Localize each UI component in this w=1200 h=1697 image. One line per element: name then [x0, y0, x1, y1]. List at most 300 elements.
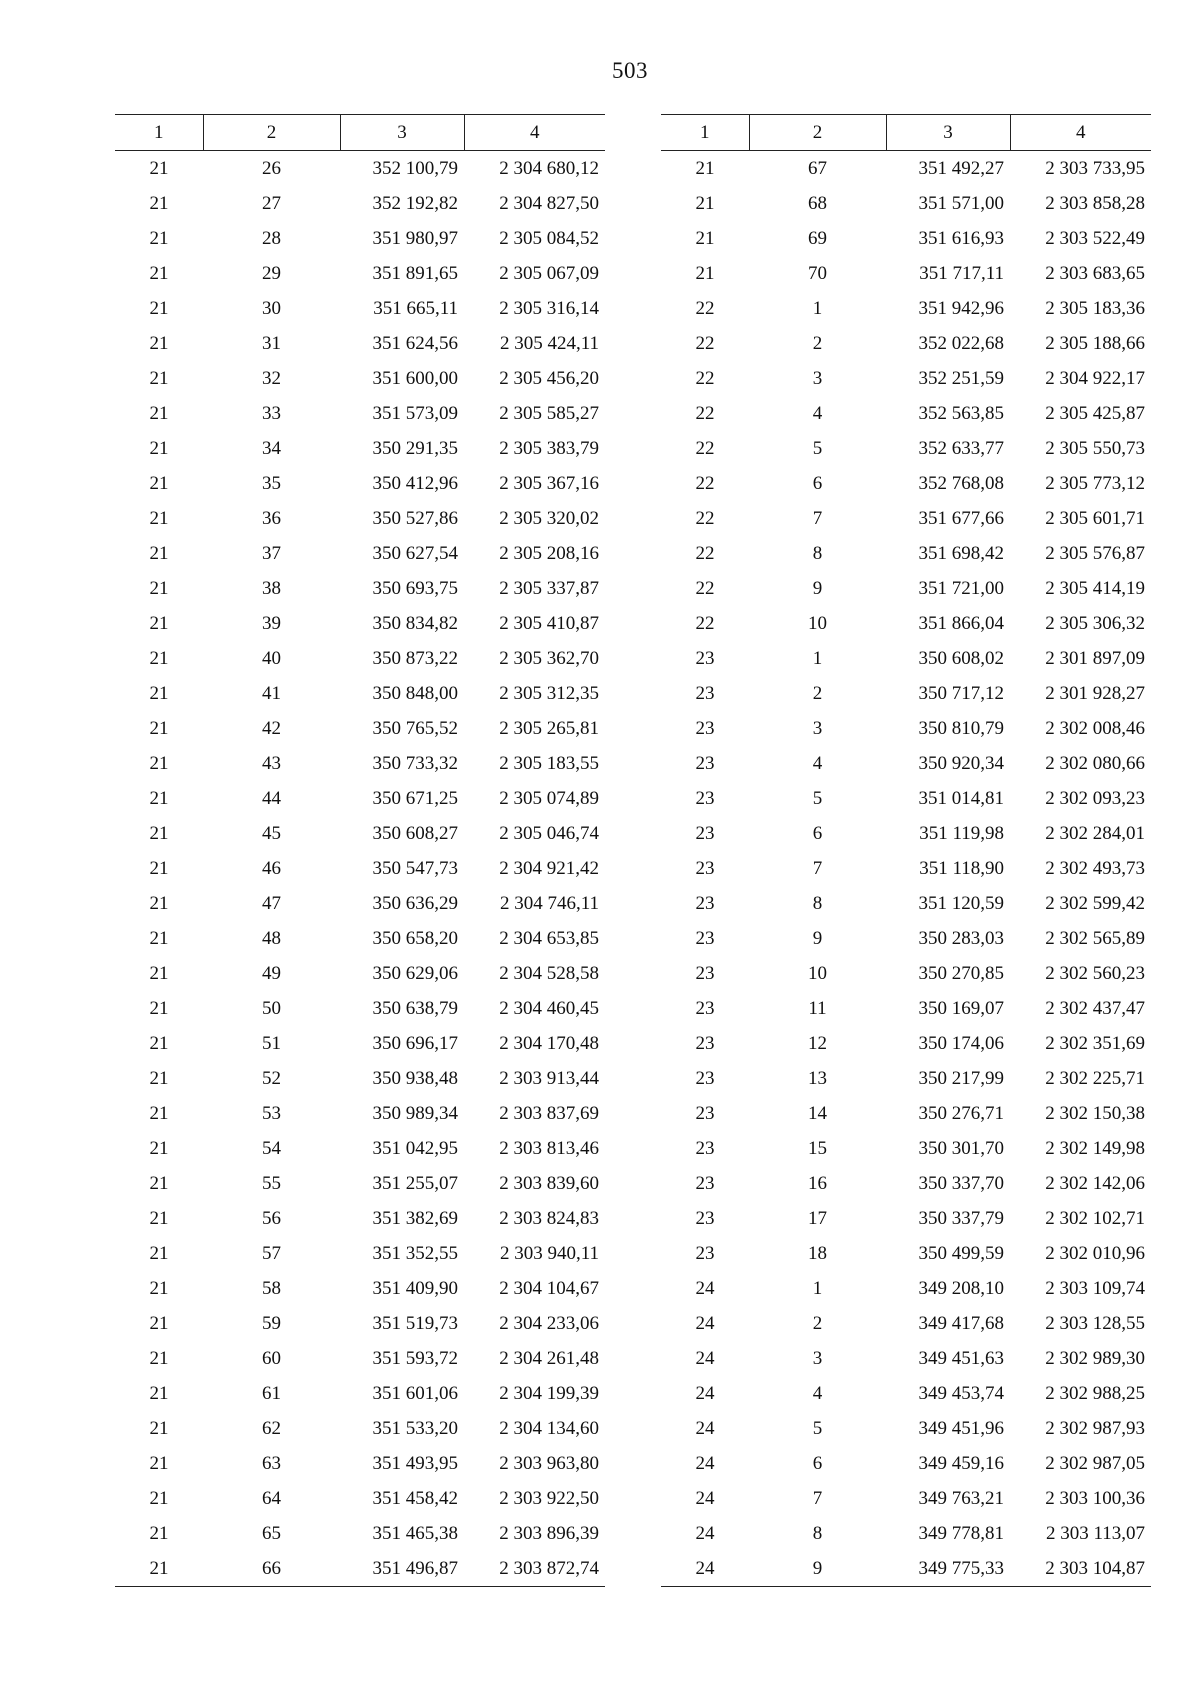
table-row: [661, 1446, 1151, 1481]
table-row: [661, 746, 1151, 781]
cell-col-2: 5: [812, 437, 823, 459]
cell-col-1: 21: [149, 1487, 169, 1509]
table-row: [115, 1446, 605, 1481]
cell-col-2: 37: [262, 542, 281, 564]
table-row: [661, 256, 1151, 291]
table-row: [115, 186, 605, 221]
table-row: [115, 816, 605, 851]
cell-col-4: 2 304 653,85: [499, 927, 599, 949]
cell-col-1: 21: [695, 157, 715, 179]
cell-col-4: 2 304 134,60: [499, 1417, 599, 1439]
cell-col-3: 351 458,42: [372, 1487, 458, 1509]
cell-col-1: 22: [695, 472, 715, 494]
cell-col-2: 56: [262, 1207, 281, 1229]
table-row: [661, 501, 1151, 536]
cell-col-2: 5: [812, 1417, 823, 1439]
cell-col-2: 45: [262, 822, 281, 844]
cell-col-1: 24: [695, 1277, 715, 1299]
cell-col-4: 2 303 113,07: [1045, 1522, 1145, 1544]
cell-col-4: 2 302 565,89: [1045, 927, 1145, 949]
cell-col-4: 2 304 922,17: [1045, 367, 1145, 389]
cell-col-2: 30: [262, 297, 281, 319]
cell-col-1: 21: [149, 1522, 169, 1544]
cell-col-2: 2: [812, 682, 823, 704]
table-row: [115, 851, 605, 886]
cell-col-4: 2 305 414,19: [1045, 577, 1145, 599]
cell-col-2: 53: [262, 1102, 281, 1124]
column-header-1: 1: [661, 115, 749, 151]
cell-col-3: 350 527,86: [372, 507, 458, 529]
cell-col-2: 12: [808, 1032, 827, 1054]
cell-col-4: 2 302 284,01: [1045, 822, 1145, 844]
cell-col-4: 2 304 199,39: [499, 1382, 599, 1404]
cell-col-4: 2 303 922,50: [499, 1487, 599, 1509]
cell-col-1: 21: [149, 1032, 169, 1054]
cell-col-3: 351 698,42: [918, 542, 1004, 564]
cell-col-3: 350 174,06: [918, 1032, 1004, 1054]
cell-col-3: 350 717,12: [918, 682, 1004, 704]
cell-col-4: 2 305 456,20: [499, 367, 599, 389]
cell-col-3: 351 891,65: [372, 262, 458, 284]
cell-col-2: 2: [812, 1312, 823, 1334]
cell-col-1: 21: [149, 332, 169, 354]
cell-col-2: 64: [262, 1487, 281, 1509]
table-row: [115, 361, 605, 396]
cell-col-1: 21: [149, 227, 169, 249]
cell-col-4: 2 302 437,47: [1045, 997, 1145, 1019]
cell-col-2: 32: [262, 367, 281, 389]
cell-col-3: 350 337,70: [918, 1172, 1004, 1194]
table-row: [115, 1516, 605, 1551]
cell-col-1: 23: [695, 1137, 715, 1159]
cell-col-1: 21: [149, 1067, 169, 1089]
cell-col-2: 8: [812, 892, 823, 914]
coordinates-table-left: [115, 114, 605, 1587]
cell-col-4: 2 305 773,12: [1045, 472, 1145, 494]
cell-col-3: 350 499,59: [918, 1242, 1004, 1264]
cell-col-4: 2 302 987,93: [1045, 1417, 1145, 1439]
cell-col-3: 351 571,00: [918, 192, 1004, 214]
cell-col-1: 22: [695, 297, 715, 319]
cell-col-2: 36: [262, 507, 281, 529]
cell-col-1: 21: [149, 1417, 169, 1439]
cell-col-4: 2 303 896,39: [499, 1522, 599, 1544]
cell-col-3: 350 608,27: [372, 822, 458, 844]
cell-col-2: 43: [262, 752, 281, 774]
cell-col-1: 24: [695, 1347, 715, 1369]
cell-col-4: 2 303 683,65: [1045, 262, 1145, 284]
table-row: [115, 396, 605, 431]
cell-col-4: 2 305 183,36: [1045, 297, 1145, 319]
cell-col-3: 350 693,75: [372, 577, 458, 599]
table-row: [661, 1271, 1151, 1306]
cell-col-2: 63: [262, 1452, 281, 1474]
table-body: [115, 151, 605, 1587]
cell-col-2: 1: [812, 1277, 823, 1299]
table-row: [661, 151, 1151, 187]
cell-col-1: 23: [695, 717, 715, 739]
table-row: [115, 1166, 605, 1201]
cell-col-3: 351 600,00: [372, 367, 458, 389]
cell-col-3: 351 118,90: [919, 857, 1004, 879]
table-row: [661, 536, 1151, 571]
table-header: [661, 115, 1151, 151]
cell-col-2: 8: [812, 1522, 823, 1544]
cell-col-4: 2 303 824,83: [499, 1207, 599, 1229]
cell-col-1: 23: [695, 647, 715, 669]
coordinates-table-right: [661, 114, 1151, 1587]
cell-col-4: 2 303 104,87: [1010, 1551, 1151, 1587]
cell-col-2: 17: [808, 1207, 827, 1229]
cell-col-1: 24: [695, 1417, 715, 1439]
cell-col-2: 44: [262, 787, 281, 809]
cell-col-4: 2 302 080,66: [1045, 752, 1145, 774]
cell-col-2: 9: [812, 577, 823, 599]
cell-col-3: 350 989,34: [372, 1102, 458, 1124]
cell-col-3: 351 721,00: [918, 577, 1004, 599]
cell-col-4: 2 302 599,42: [1045, 892, 1145, 914]
cell-col-2: 7: [812, 507, 823, 529]
cell-col-3: 350 733,32: [372, 752, 458, 774]
cell-col-4: 2 305 188,66: [1045, 332, 1145, 354]
table-row: [661, 571, 1151, 606]
cell-col-3: 350 301,70: [918, 1137, 1004, 1159]
cell-col-2: 9: [812, 927, 823, 949]
column-header-3: 3: [886, 115, 1010, 151]
cell-col-3: 352 100,79: [372, 157, 458, 179]
table-row: [661, 1551, 1151, 1587]
cell-col-2: 38: [262, 577, 281, 599]
cell-col-4: 2 303 522,49: [1045, 227, 1145, 249]
cell-col-2: 2: [812, 332, 823, 354]
cell-col-3: 349 778,81: [918, 1522, 1004, 1544]
cell-col-4: 2 305 585,27: [499, 402, 599, 424]
cell-col-2: 51: [262, 1032, 281, 1054]
cell-col-2: 15: [808, 1137, 827, 1159]
cell-col-3: 352 768,08: [918, 472, 1004, 494]
table-row: [115, 746, 605, 781]
cell-col-2: 58: [262, 1277, 281, 1299]
cell-col-4: 2 304 680,12: [499, 157, 599, 179]
cell-col-2: 3: [812, 1347, 823, 1369]
cell-col-3: 349 417,68: [918, 1312, 1004, 1334]
cell-col-3: 350 291,35: [372, 437, 458, 459]
cell-col-1: 23: [695, 927, 715, 949]
cell-col-3: 351 492,27: [918, 157, 1004, 179]
cell-col-1: 23: [695, 1242, 715, 1264]
cell-col-3: 351 665,11: [373, 297, 458, 319]
cell-col-3: 350 765,52: [372, 717, 458, 739]
table-row: [661, 1201, 1151, 1236]
cell-col-1: 22: [695, 367, 715, 389]
table-row: [115, 1236, 605, 1271]
cell-col-3: 350 547,73: [372, 857, 458, 879]
column-header-2: 2: [203, 115, 340, 151]
cell-col-1: 21: [149, 822, 169, 844]
cell-col-1: 21: [149, 297, 169, 319]
cell-col-2: 66: [203, 1551, 340, 1587]
cell-col-3: 351 382,69: [372, 1207, 458, 1229]
cell-col-4: 2 305 337,87: [499, 577, 599, 599]
cell-col-1: 24: [695, 1382, 715, 1404]
cell-col-3: 351 980,97: [372, 227, 458, 249]
cell-col-4: 2 303 940,11: [499, 1242, 599, 1264]
table-row: [661, 396, 1151, 431]
table-row: [661, 186, 1151, 221]
cell-col-3: 351 014,81: [918, 787, 1004, 809]
cell-col-4: 2 302 560,23: [1045, 962, 1145, 984]
cell-col-3: 351 717,11: [919, 262, 1004, 284]
cell-col-1: 23: [695, 1032, 715, 1054]
table-row: [661, 956, 1151, 991]
cell-col-4: 2 302 008,46: [1045, 717, 1145, 739]
cell-col-1: 21: [149, 1102, 169, 1124]
table-row: [115, 1306, 605, 1341]
cell-col-2: 7: [812, 857, 823, 879]
table-row: [115, 956, 605, 991]
table-row: [115, 641, 605, 676]
cell-col-2: 52: [262, 1067, 281, 1089]
cell-col-2: 8: [812, 542, 823, 564]
header-row: [115, 115, 605, 151]
cell-col-2: 70: [808, 262, 827, 284]
header-row: [661, 115, 1151, 151]
cell-col-4: 2 303 858,28: [1045, 192, 1145, 214]
cell-col-1: 21: [149, 647, 169, 669]
cell-col-3: 351 942,96: [918, 297, 1004, 319]
cell-col-4: 2 304 233,06: [499, 1312, 599, 1334]
cell-col-4: 2 303 100,36: [1045, 1487, 1145, 1509]
cell-col-2: 26: [262, 157, 281, 179]
table-row: [661, 606, 1151, 641]
cell-col-2: 3: [812, 367, 823, 389]
table-row: [661, 1341, 1151, 1376]
table-row: [115, 711, 605, 746]
table-row: [661, 361, 1151, 396]
cell-col-3: 350 848,00: [372, 682, 458, 704]
cell-col-3: 349 208,10: [918, 1277, 1004, 1299]
cell-col-4: 2 302 988,25: [1045, 1382, 1145, 1404]
cell-col-1: 24: [695, 1312, 715, 1334]
table-row: [661, 676, 1151, 711]
cell-col-1: 21: [149, 507, 169, 529]
cell-col-1: 21: [149, 437, 169, 459]
cell-col-1: 21: [149, 892, 169, 914]
cell-col-2: 67: [808, 157, 827, 179]
cell-col-3: 350 920,34: [918, 752, 1004, 774]
cell-col-4: 2 302 351,69: [1045, 1032, 1145, 1054]
cell-col-4: 2 303 872,74: [464, 1551, 605, 1587]
table-row: [661, 431, 1151, 466]
cell-col-1: 22: [695, 402, 715, 424]
column-header-2: 2: [749, 115, 886, 151]
table-row: [661, 816, 1151, 851]
table-row: [661, 1061, 1151, 1096]
cell-col-4: 2 305 367,16: [499, 472, 599, 494]
cell-col-2: 42: [262, 717, 281, 739]
column-header-3: 3: [340, 115, 464, 151]
cell-col-1: 22: [695, 577, 715, 599]
table-row: [115, 1096, 605, 1131]
cell-col-4: 2 305 576,87: [1045, 542, 1145, 564]
cell-col-4: 2 302 493,73: [1045, 857, 1145, 879]
cell-col-4: 2 303 963,80: [499, 1452, 599, 1474]
cell-col-3: 350 169,07: [918, 997, 1004, 1019]
cell-col-1: 21: [149, 1312, 169, 1334]
cell-col-3: 351 493,95: [372, 1452, 458, 1474]
cell-col-4: 2 302 989,30: [1045, 1347, 1145, 1369]
cell-col-2: 68: [808, 192, 827, 214]
cell-col-4: 2 305 601,71: [1045, 507, 1145, 529]
table-row: [115, 256, 605, 291]
cell-col-1: 21: [149, 1207, 169, 1229]
cell-col-1: 23: [695, 1172, 715, 1194]
cell-col-3: 350 283,03: [918, 927, 1004, 949]
table-row: [661, 466, 1151, 501]
table-row: [115, 991, 605, 1026]
table-row: [661, 326, 1151, 361]
cell-col-1: 23: [695, 857, 715, 879]
cell-col-3: 350 658,20: [372, 927, 458, 949]
table-row: [661, 1026, 1151, 1061]
cell-col-2: 10: [808, 612, 827, 634]
table-row: [115, 781, 605, 816]
cell-col-4: 2 305 265,81: [499, 717, 599, 739]
cell-col-3: 349 775,33: [886, 1551, 1010, 1587]
cell-col-4: 2 305 424,11: [499, 332, 599, 354]
cell-col-3: 351 352,55: [372, 1242, 458, 1264]
table-row: [661, 291, 1151, 326]
table-row: [115, 886, 605, 921]
cell-col-4: 2 302 010,96: [1045, 1242, 1145, 1264]
cell-col-3: 351 042,95: [372, 1137, 458, 1159]
table-row: [661, 1376, 1151, 1411]
cell-col-2: 9: [749, 1551, 886, 1587]
cell-col-4: 2 303 913,44: [499, 1067, 599, 1089]
cell-col-3: 349 451,63: [918, 1347, 1004, 1369]
cell-col-3: 350 636,29: [372, 892, 458, 914]
cell-col-4: 2 305 306,32: [1045, 612, 1145, 634]
cell-col-4: 2 304 921,42: [499, 857, 599, 879]
table-row: [661, 781, 1151, 816]
table-row: [661, 886, 1151, 921]
cell-col-1: 21: [149, 192, 169, 214]
table-row: [661, 221, 1151, 256]
table-row: [115, 501, 605, 536]
cell-col-1: 21: [149, 857, 169, 879]
cell-col-3: 350 270,85: [918, 962, 1004, 984]
cell-col-4: 2 304 746,11: [499, 892, 599, 914]
cell-col-3: 350 810,79: [918, 717, 1004, 739]
table-row: [115, 676, 605, 711]
cell-col-2: 1: [812, 647, 823, 669]
table-row: [661, 641, 1151, 676]
cell-col-4: 2 301 897,09: [1045, 647, 1145, 669]
cell-col-1: 23: [695, 682, 715, 704]
cell-col-3: 352 022,68: [918, 332, 1004, 354]
cell-col-3: 351 573,09: [372, 402, 458, 424]
cell-col-3: 351 533,20: [372, 1417, 458, 1439]
cell-col-1: 24: [695, 1452, 715, 1474]
table-row: [661, 1481, 1151, 1516]
table-row: [661, 921, 1151, 956]
cell-col-3: 351 616,93: [918, 227, 1004, 249]
cell-col-4: 2 305 074,89: [499, 787, 599, 809]
cell-col-1: 21: [149, 927, 169, 949]
cell-col-2: 34: [262, 437, 281, 459]
cell-col-4: 2 305 183,55: [499, 752, 599, 774]
cell-col-3: 352 251,59: [918, 367, 1004, 389]
cell-col-1: 21: [149, 1382, 169, 1404]
cell-col-2: 31: [262, 332, 281, 354]
cell-col-2: 41: [262, 682, 281, 704]
cell-col-2: 11: [808, 997, 827, 1019]
cell-col-1: 21: [149, 157, 169, 179]
cell-col-2: 54: [262, 1137, 281, 1159]
cell-col-4: 2 305 208,16: [499, 542, 599, 564]
table-row: [115, 1551, 605, 1587]
cell-col-1: 21: [149, 962, 169, 984]
cell-col-3: 351 677,66: [918, 507, 1004, 529]
cell-col-4: 2 302 102,71: [1045, 1207, 1145, 1229]
cell-col-1: 21: [149, 1242, 169, 1264]
cell-col-3: 351 496,87: [340, 1551, 464, 1587]
cell-col-4: 2 303 813,46: [499, 1137, 599, 1159]
column-header-1: 1: [115, 115, 203, 151]
cell-col-4: 2 303 128,55: [1045, 1312, 1145, 1334]
cell-col-2: 59: [262, 1312, 281, 1334]
cell-col-3: 350 696,17: [372, 1032, 458, 1054]
cell-col-1: 22: [695, 437, 715, 459]
cell-col-3: 352 563,85: [918, 402, 1004, 424]
cell-col-1: 24: [695, 1522, 715, 1544]
cell-col-2: 16: [808, 1172, 827, 1194]
cell-col-4: 2 304 827,50: [499, 192, 599, 214]
cell-col-4: 2 304 104,67: [499, 1277, 599, 1299]
cell-col-2: 48: [262, 927, 281, 949]
cell-col-2: 3: [812, 717, 823, 739]
cell-col-1: 23: [695, 997, 715, 1019]
cell-col-2: 6: [812, 1452, 823, 1474]
cell-col-4: 2 305 425,87: [1045, 402, 1145, 424]
cell-col-1: 21: [149, 577, 169, 599]
table-row: [115, 921, 605, 956]
cell-col-3: 351 624,56: [372, 332, 458, 354]
cell-col-1: 21: [149, 717, 169, 739]
table-row: [115, 571, 605, 606]
cell-col-4: 2 302 093,23: [1045, 787, 1145, 809]
table-row: [661, 851, 1151, 886]
table-row: [115, 431, 605, 466]
cell-col-3: 351 593,72: [372, 1347, 458, 1369]
cell-col-4: 2 305 550,73: [1045, 437, 1145, 459]
table-row: [661, 711, 1151, 746]
table-header: [115, 115, 605, 151]
cell-col-4: 2 304 460,45: [499, 997, 599, 1019]
table-row: [115, 1026, 605, 1061]
table-row: [115, 1061, 605, 1096]
column-header-4: 4: [464, 115, 605, 151]
cell-col-1: 21: [695, 192, 715, 214]
column-header-4: 4: [1010, 115, 1151, 151]
cell-col-4: 2 305 316,14: [499, 297, 599, 319]
cell-col-3: 351 120,59: [918, 892, 1004, 914]
cell-col-4: 2 302 987,05: [1045, 1452, 1145, 1474]
cell-col-4: 2 305 084,52: [499, 227, 599, 249]
cell-col-4: 2 305 067,09: [499, 262, 599, 284]
cell-col-4: 2 304 170,48: [499, 1032, 599, 1054]
cell-col-3: 351 255,07: [372, 1172, 458, 1194]
